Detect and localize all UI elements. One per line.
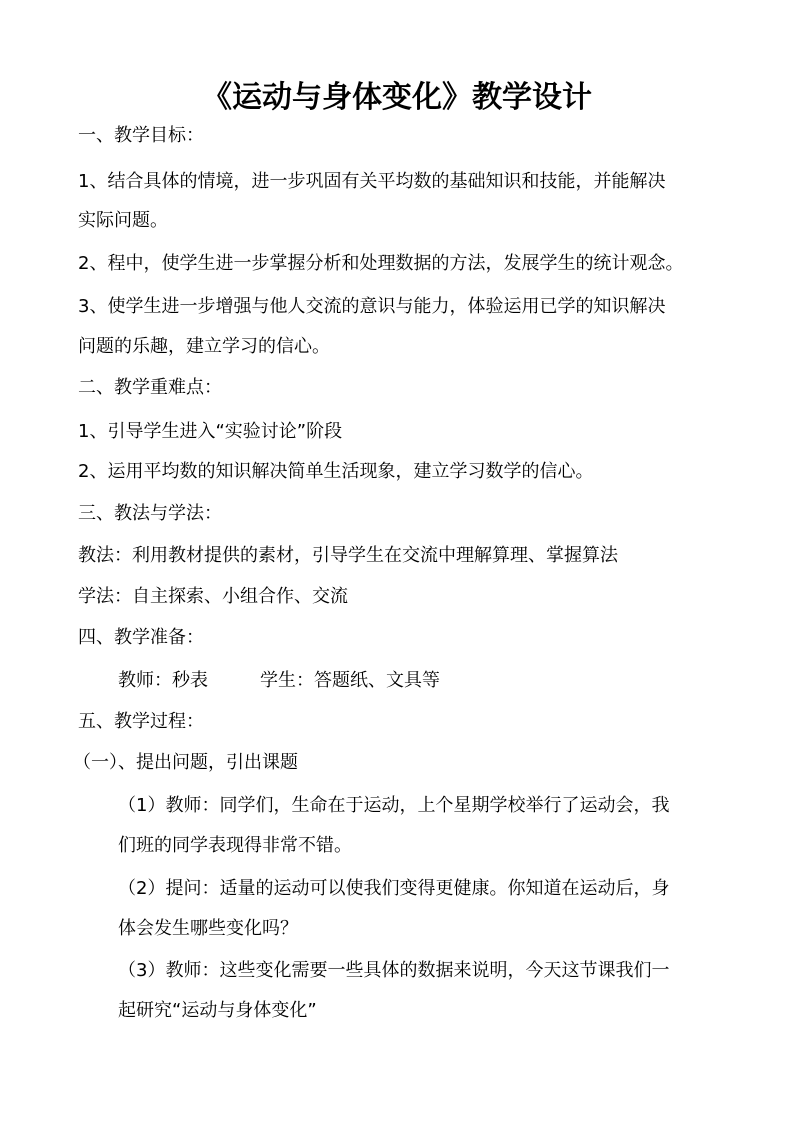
process-step-3-line-1: （3）教师：这些变化需要一些具体的数据来说明，今天这节课我们一 [118, 960, 670, 981]
objective-3-line-2: 问题的乐趣，建立学习的信心。 [78, 336, 330, 357]
section-heading-objectives: 一、教学目标： [78, 125, 204, 146]
teaching-method: 教法：利用教材提供的素材，引导学生在交流中理解算理、掌握算法 [78, 545, 618, 566]
objective-3-line-1: 3、使学生进一步增强与他人交流的意识与能力，体验运用已学的知识解决 [78, 296, 666, 317]
section-heading-methods: 三、教法与学法： [78, 503, 222, 524]
process-step-1-line-2: 们班的同学表现得非常不错。 [118, 835, 352, 856]
teacher-preparation: 教师：秒表 [118, 670, 208, 691]
section-heading-process: 五、教学过程： [78, 711, 204, 732]
process-step-2-line-2: 体会发生哪些变化吗？ [118, 918, 298, 939]
process-step-1-line-1: （1）教师：同学们，生命在于运动，上个星期学校举行了运动会，我 [118, 795, 670, 816]
learning-method: 学法：自主探索、小组合作、交流 [78, 586, 348, 607]
process-step-2-line-1: （2）提问：适量的运动可以使我们变得更健康。你知道在运动后，身 [118, 878, 670, 899]
objective-2: 2、程中，使学生进一步掌握分析和处理数据的方法，发展学生的统计观念。 [78, 253, 684, 274]
process-part-1-heading: （一）、提出问题，引出课题 [73, 752, 298, 773]
student-preparation: 学生：答题纸、文具等 [260, 670, 440, 691]
key-point-1: 1、引导学生进入“实验讨论”阶段 [78, 421, 343, 442]
key-point-2: 2、运用平均数的知识解决简单生活现象，建立学习数学的信心。 [78, 461, 594, 482]
section-heading-key-points: 二、教学重难点： [78, 377, 222, 398]
objective-1-line-1: 1、结合具体的情境，进一步巩固有关平均数的基础知识和技能，并能解决 [78, 171, 666, 192]
process-step-3-line-2: 起研究“运动与身体变化” [118, 1000, 317, 1021]
section-heading-preparation: 四、教学准备： [78, 627, 204, 648]
preparation-line [118, 670, 440, 692]
objective-1-line-2: 实际问题。 [78, 210, 168, 231]
document-title: 《运动与身体变化》教学设计 [202, 80, 592, 115]
